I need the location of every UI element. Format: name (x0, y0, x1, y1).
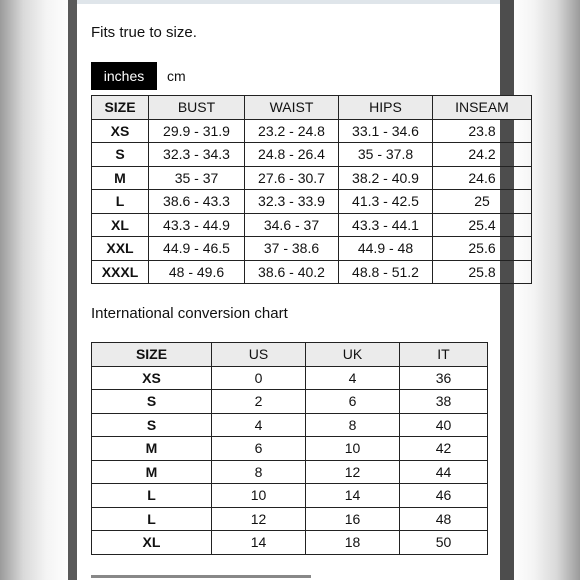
table-row (92, 190, 532, 214)
conversion-table (91, 342, 488, 555)
table-row (92, 260, 532, 284)
conversion-table-wrap (91, 342, 487, 555)
it-cell: 50 (400, 531, 488, 555)
conversion-header (92, 343, 488, 367)
size-cell: S (92, 413, 212, 437)
table-row (92, 507, 488, 531)
bust-cell: 35 - 37 (149, 166, 245, 190)
uk-cell: 4 (306, 366, 400, 390)
size-cell: S (92, 143, 149, 167)
size-cell: S (92, 390, 212, 414)
cut-off-text-line (91, 572, 311, 580)
inseam-cell: 24.2 (433, 143, 532, 167)
size-cell: L (92, 484, 212, 508)
it-cell: 36 (400, 366, 488, 390)
it-cell: 46 (400, 484, 488, 508)
hips-cell: 33.1 - 34.6 (339, 119, 433, 143)
it-cell: 38 (400, 390, 488, 414)
inseam-cell: 25.4 (433, 213, 532, 237)
us-cell: 0 (212, 366, 306, 390)
device-bezel-right (500, 0, 514, 580)
size-table-scroll[interactable] (91, 95, 509, 285)
table-row (92, 213, 532, 237)
waist-cell: 37 - 38.6 (245, 237, 339, 261)
it-cell: 42 (400, 437, 488, 461)
us-cell: 2 (212, 390, 306, 414)
table-row (92, 119, 532, 143)
size-cell: XL (92, 213, 149, 237)
uk-cell: 6 (306, 390, 400, 414)
us-cell: 8 (212, 460, 306, 484)
waist-cell: 23.2 - 24.8 (245, 119, 339, 143)
table-row (92, 237, 532, 261)
device-bezel-left (68, 0, 77, 580)
size-cell: L (92, 190, 149, 214)
us-cell: 6 (212, 437, 306, 461)
unit-toggle-cm[interactable]: cm (167, 68, 186, 84)
header-size: SIZE (92, 96, 149, 120)
size-cell: M (92, 460, 212, 484)
top-divider (77, 0, 500, 4)
it-cell: 44 (400, 460, 488, 484)
header-bust: BUST (149, 96, 245, 120)
table-row (92, 143, 532, 167)
uk-cell: 12 (306, 460, 400, 484)
waist-cell: 34.6 - 37 (245, 213, 339, 237)
table-row (92, 484, 488, 508)
bust-cell: 29.9 - 31.9 (149, 119, 245, 143)
uk-cell: 16 (306, 507, 400, 531)
size-cell: L (92, 507, 212, 531)
table-row (92, 460, 488, 484)
hips-cell: 48.8 - 51.2 (339, 260, 433, 284)
bust-cell: 48 - 49.6 (149, 260, 245, 284)
hips-cell: 43.3 - 44.1 (339, 213, 433, 237)
hips-cell: 44.9 - 48 (339, 237, 433, 261)
us-cell: 4 (212, 413, 306, 437)
it-cell: 48 (400, 507, 488, 531)
table-row (92, 390, 488, 414)
it-cell: 40 (400, 413, 488, 437)
us-cell: 12 (212, 507, 306, 531)
hips-cell: 41.3 - 42.5 (339, 190, 433, 214)
bust-cell: 44.9 - 46.5 (149, 237, 245, 261)
size-cell: M (92, 437, 212, 461)
bust-cell: 43.3 - 44.9 (149, 213, 245, 237)
phone-screen (77, 0, 509, 580)
hips-cell: 38.2 - 40.9 (339, 166, 433, 190)
us-cell: 10 (212, 484, 306, 508)
table-row (92, 531, 488, 555)
uk-cell: 8 (306, 413, 400, 437)
waist-cell: 38.6 - 40.2 (245, 260, 339, 284)
size-cell: XXXL (92, 260, 149, 284)
waist-cell: 27.6 - 30.7 (245, 166, 339, 190)
uk-cell: 14 (306, 484, 400, 508)
header-us: US (212, 343, 306, 367)
bust-cell: 38.6 - 43.3 (149, 190, 245, 214)
inseam-cell: 25 (433, 190, 532, 214)
hips-cell: 35 - 37.8 (339, 143, 433, 167)
header-uk: UK (306, 343, 400, 367)
us-cell: 14 (212, 531, 306, 555)
size-cell: M (92, 166, 149, 190)
header-size: SIZE (92, 343, 212, 367)
header-it: IT (400, 343, 488, 367)
header-inseam: INSEAM (433, 96, 532, 120)
size-cell: XS (92, 119, 149, 143)
uk-cell: 18 (306, 531, 400, 555)
bust-cell: 32.3 - 34.3 (149, 143, 245, 167)
unit-toggle-inches[interactable]: inches (91, 62, 157, 90)
waist-cell: 32.3 - 33.9 (245, 190, 339, 214)
header-waist: WAIST (245, 96, 339, 120)
size-cell: XL (92, 531, 212, 555)
size-table (91, 95, 532, 284)
table-row (92, 166, 532, 190)
page-title: Fits true to size. (91, 24, 197, 41)
table-row (92, 413, 488, 437)
size-cell: XXL (92, 237, 149, 261)
inseam-cell: 25.8 (433, 260, 532, 284)
waist-cell: 24.8 - 26.4 (245, 143, 339, 167)
size-table-header (92, 96, 532, 120)
inseam-cell: 23.8 (433, 119, 532, 143)
header-hips: HIPS (339, 96, 433, 120)
table-row (92, 366, 488, 390)
inseam-cell: 25.6 (433, 237, 532, 261)
table-row (92, 437, 488, 461)
uk-cell: 10 (306, 437, 400, 461)
conversion-title: International conversion chart (91, 305, 288, 322)
inseam-cell: 24.6 (433, 166, 532, 190)
size-cell: XS (92, 366, 212, 390)
